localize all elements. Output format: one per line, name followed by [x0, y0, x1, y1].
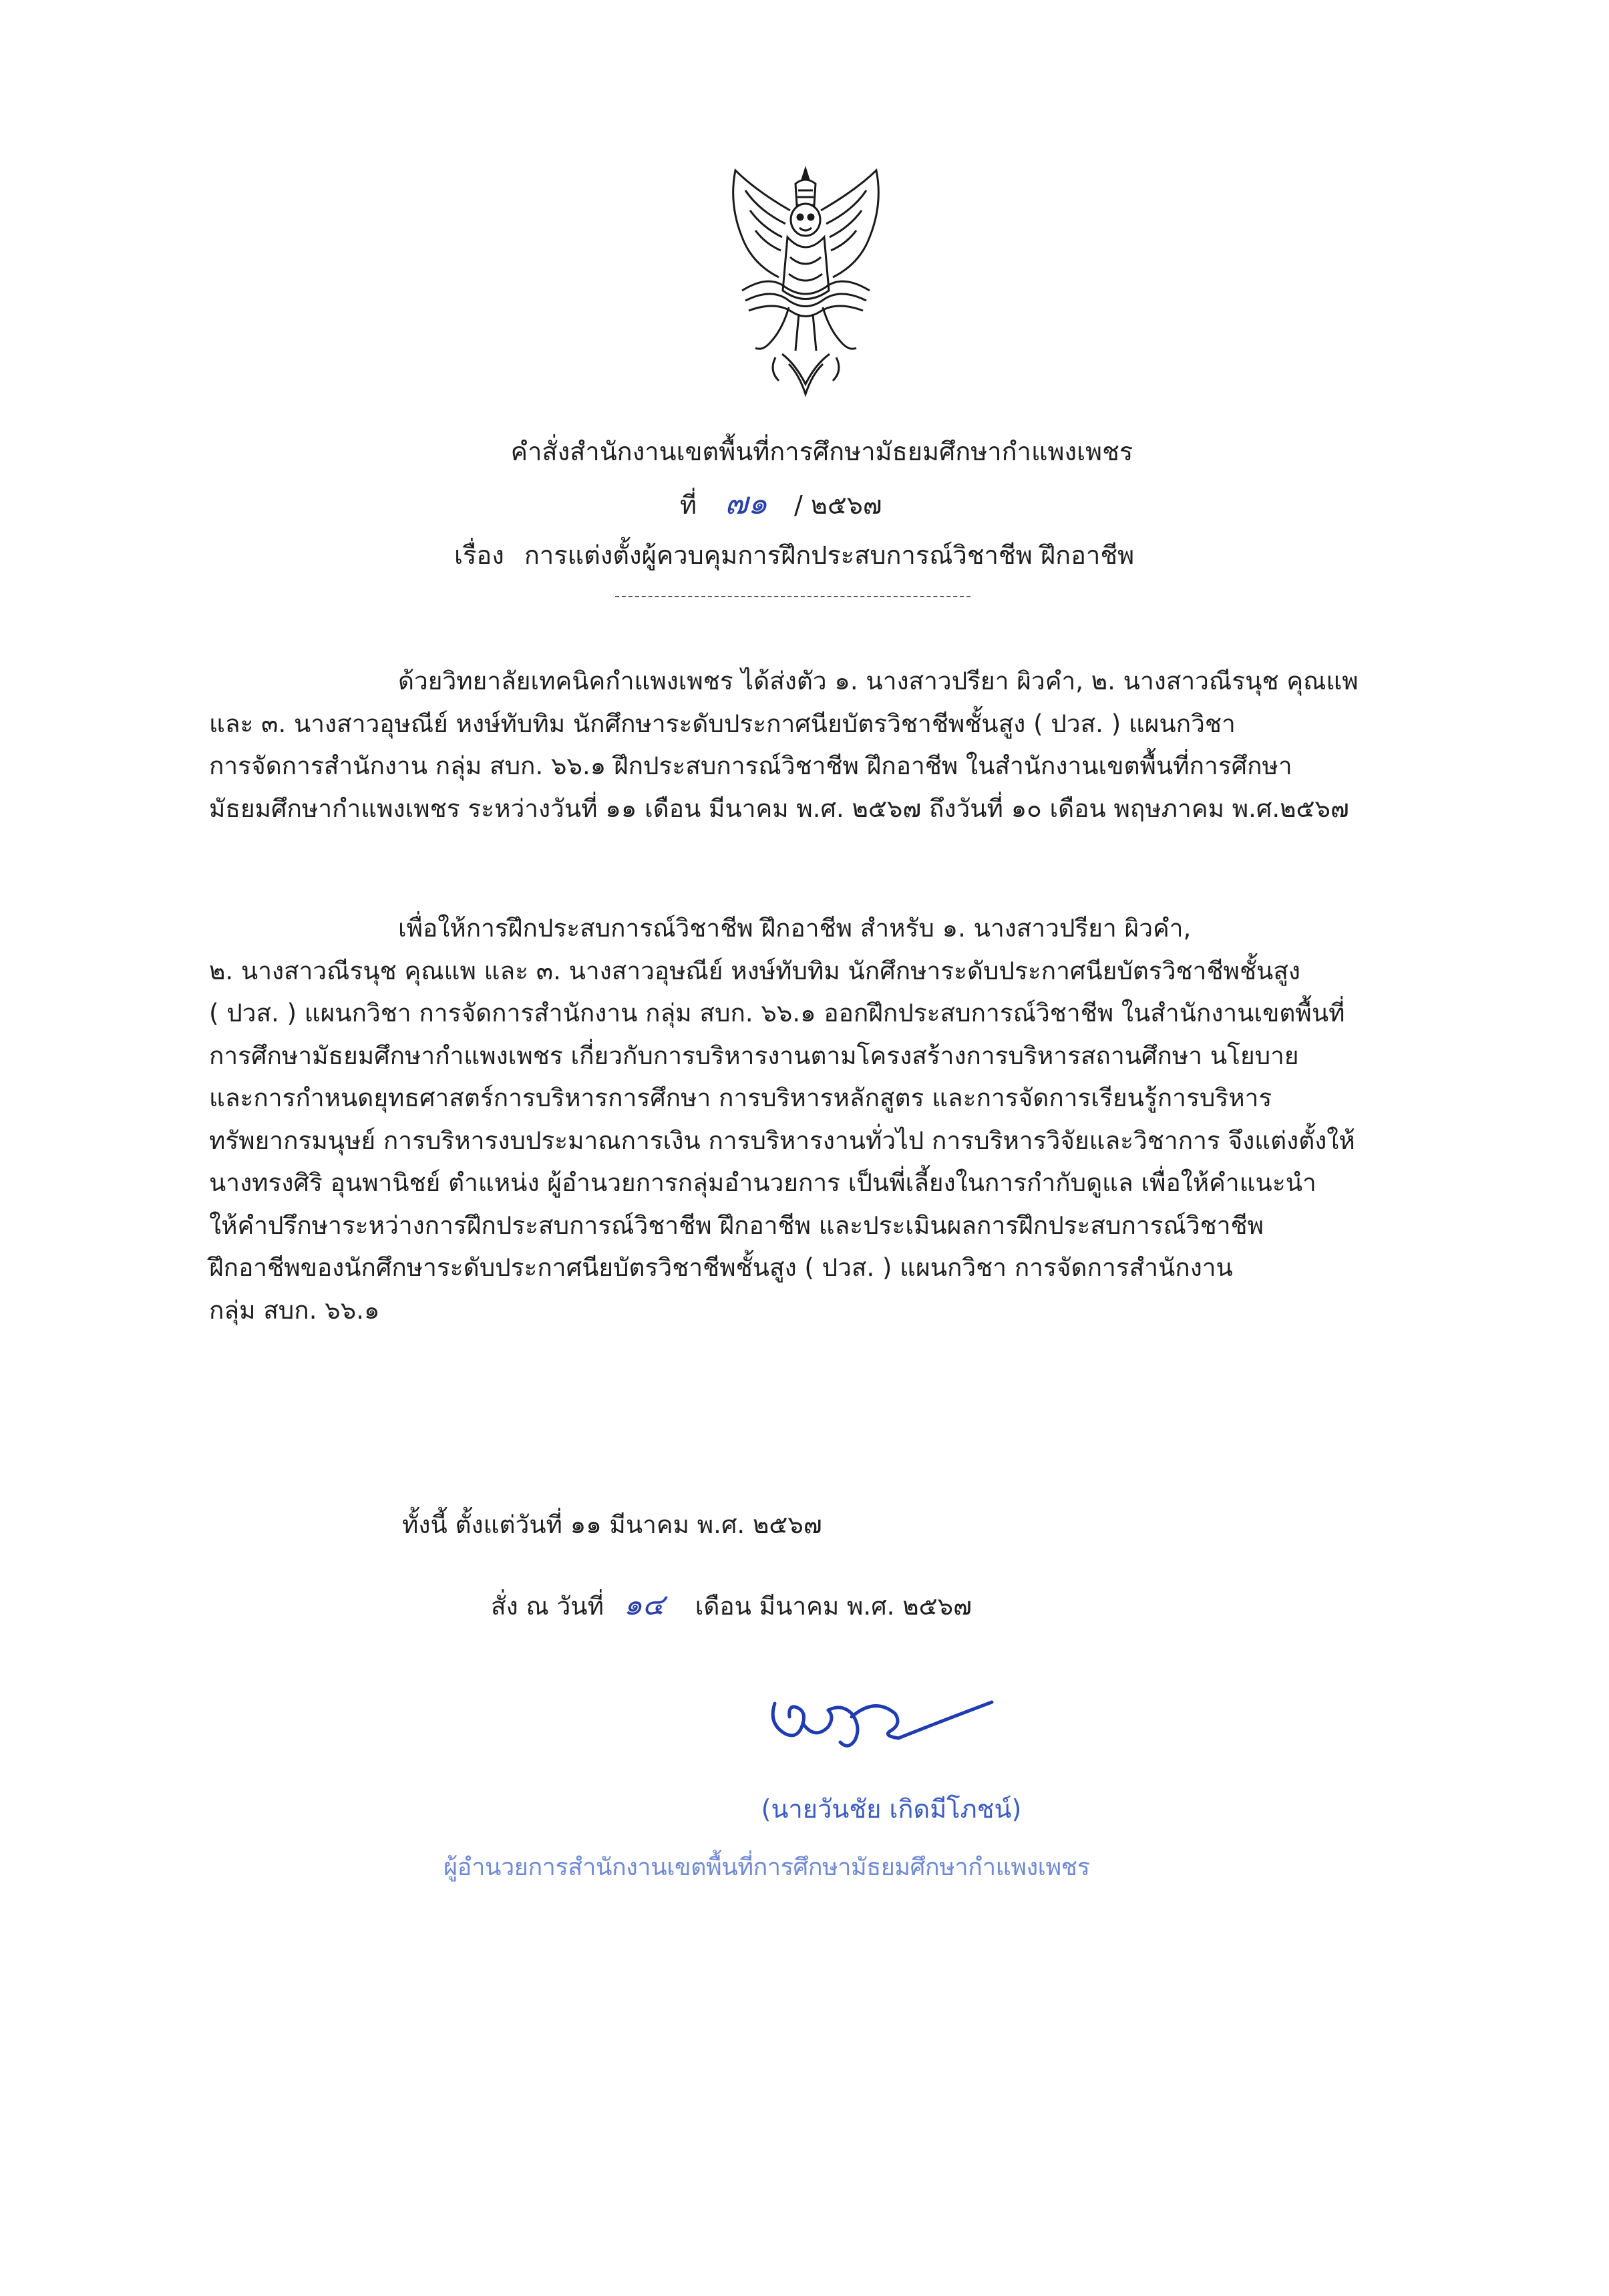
- paragraph-2-line: ๒. นางสาวณีรนุช คุณแพ และ ๓. นางสาวอุษณีย์ หงษ์ทับทิม นักศึกษาระดับประกาศนียบัตรวิชาชีพชั้นสูง: [209, 956, 1300, 985]
- paragraph-2-line: และการกำหนดยุทธศาสตร์การบริหารการศึกษา การบริหารหลักสูตร และการจัดการเรียนรู้การบริหาร: [209, 1084, 1272, 1112]
- order-number-suffix: / ๒๕๖๗: [794, 490, 882, 520]
- ordered-date: [491, 1587, 972, 1625]
- paragraph-2: [209, 907, 1458, 1331]
- paragraph-2-line: ( ปวส. ) แผนกวิชา การจัดการสำนักงาน กลุ่ม สบก. ๖๖.๑ ออกฝึกประสบการณ์วิชาชีพ ในสำนักงานเขตพื้นที่: [209, 999, 1345, 1027]
- order-subject: [454, 538, 1134, 572]
- ordered-date-prefix: สั่ง ณ วันที่: [491, 1592, 604, 1621]
- paragraph-1-line: และ ๓. นางสาวอุษณีย์ หงษ์ทับทิม นักศึกษาระดับประกาศนียบัตรวิชาชีพชั้นสูง ( ปวส. ) แผนกวิชา: [209, 709, 1236, 738]
- paragraph-1: [209, 660, 1458, 830]
- paragraph-2-line: ทรัพยากรมนุษย์ การบริหารงบประมาณการเงิน การบริหารงานทั่วไป การบริหารวิจัยและวิชาการ จึงแต่งตั้งให้: [209, 1126, 1355, 1155]
- paragraph-2-line: การศึกษามัธยมศึกษากำแพงเพชร เกี่ยวกับการบริหารงานตามโครงสร้างการบริหารสถานศึกษา นโยบาย: [209, 1041, 1299, 1070]
- subject-text: การแต่งตั้งผู้ควบคุมการฝึกประสบการณ์วิชาชีพ ฝึกอาชีพ: [524, 540, 1135, 570]
- garuda-emblem-icon: [715, 164, 896, 397]
- order-title: คำสั่งสำนักงานเขตพื้นที่การศึกษามัธยมศึกษากำแพงเพชร: [510, 437, 1133, 466]
- paragraph-1-line: มัธยมศึกษากำแพงเพชร ระหว่างวันที่ ๑๑ เดือน มีนาคม พ.ศ. ๒๕๖๗ ถึงวันที่ ๑๐ เดือน พฤษภาคม พ.ศ.๒๕๖๗: [209, 794, 1349, 823]
- paragraph-2-line: เพื่อให้การฝึกประสบการณ์วิชาชีพ ฝึกอาชีพ สำหรับ ๑. นางสาวปรียา ผิวคำ,: [398, 914, 1192, 943]
- paragraph-2-line: นางทรงศิริ อุนพานิชย์ ตำแหน่ง ผู้อำนวยการกลุ่มอำนวยการ เป็นพี่เลี้ยงในการกำกับดูแล เพื่อให้คำแนะนำ: [209, 1168, 1316, 1197]
- order-number: [680, 484, 882, 524]
- signer-position: ผู้อำนวยการสำนักงานเขตพื้นที่การศึกษามัธยมศึกษากำแพงเพชร: [443, 1854, 1090, 1881]
- paragraph-1-line: ด้วยวิทยาลัยเทคนิคกำแพงเพชร ได้ส่งตัว ๑. นางสาวปรียา ผิวคำ, ๒. นางสาวณีรนุช คุณแพ: [398, 667, 1359, 695]
- handwritten-signature: [761, 1677, 1002, 1764]
- paragraph-1-line: การจัดการสำนักงาน กลุ่ม สบก. ๖๖.๑ ฝึกประสบการณ์วิชาชีพ ฝึกอาชีพ ในสำนักงานเขตพื้นที่การศึกษา: [209, 752, 1292, 780]
- paragraph-2-line: ฝึกอาชีพของนักศึกษาระดับประกาศนียบัตรวิชาชีพชั้นสูง ( ปวส. ) แผนกวิชา การจัดการสำนักงาน: [209, 1253, 1233, 1282]
- subject-label: เรื่อง: [454, 540, 504, 570]
- ordered-date-suffix: เดือน มีนาคม พ.ศ. ๒๕๖๗: [695, 1592, 972, 1621]
- order-number-label: ที่: [680, 490, 697, 520]
- effective-date: ทั้งนี้ ตั้งแต่วันที่ ๑๑ มีนาคม พ.ศ. ๒๕๖๗: [402, 1510, 822, 1539]
- header-divider: [615, 596, 970, 597]
- order-number-value: ๗๑: [725, 485, 767, 521]
- paragraph-2-line: ให้คำปรึกษาระหว่างการฝึกประสบการณ์วิชาชีพ ฝึกอาชีพ และประเมินผลการฝึกประสบการณ์วิชาชีพ: [209, 1210, 1264, 1240]
- ordered-date-day: ๑๔: [623, 1588, 665, 1622]
- paragraph-2-line: กลุ่ม สบก. ๖๖.๑: [209, 1295, 380, 1325]
- signer-name: (นายวันชัย เกิดมีโภชน์): [761, 1794, 1022, 1824]
